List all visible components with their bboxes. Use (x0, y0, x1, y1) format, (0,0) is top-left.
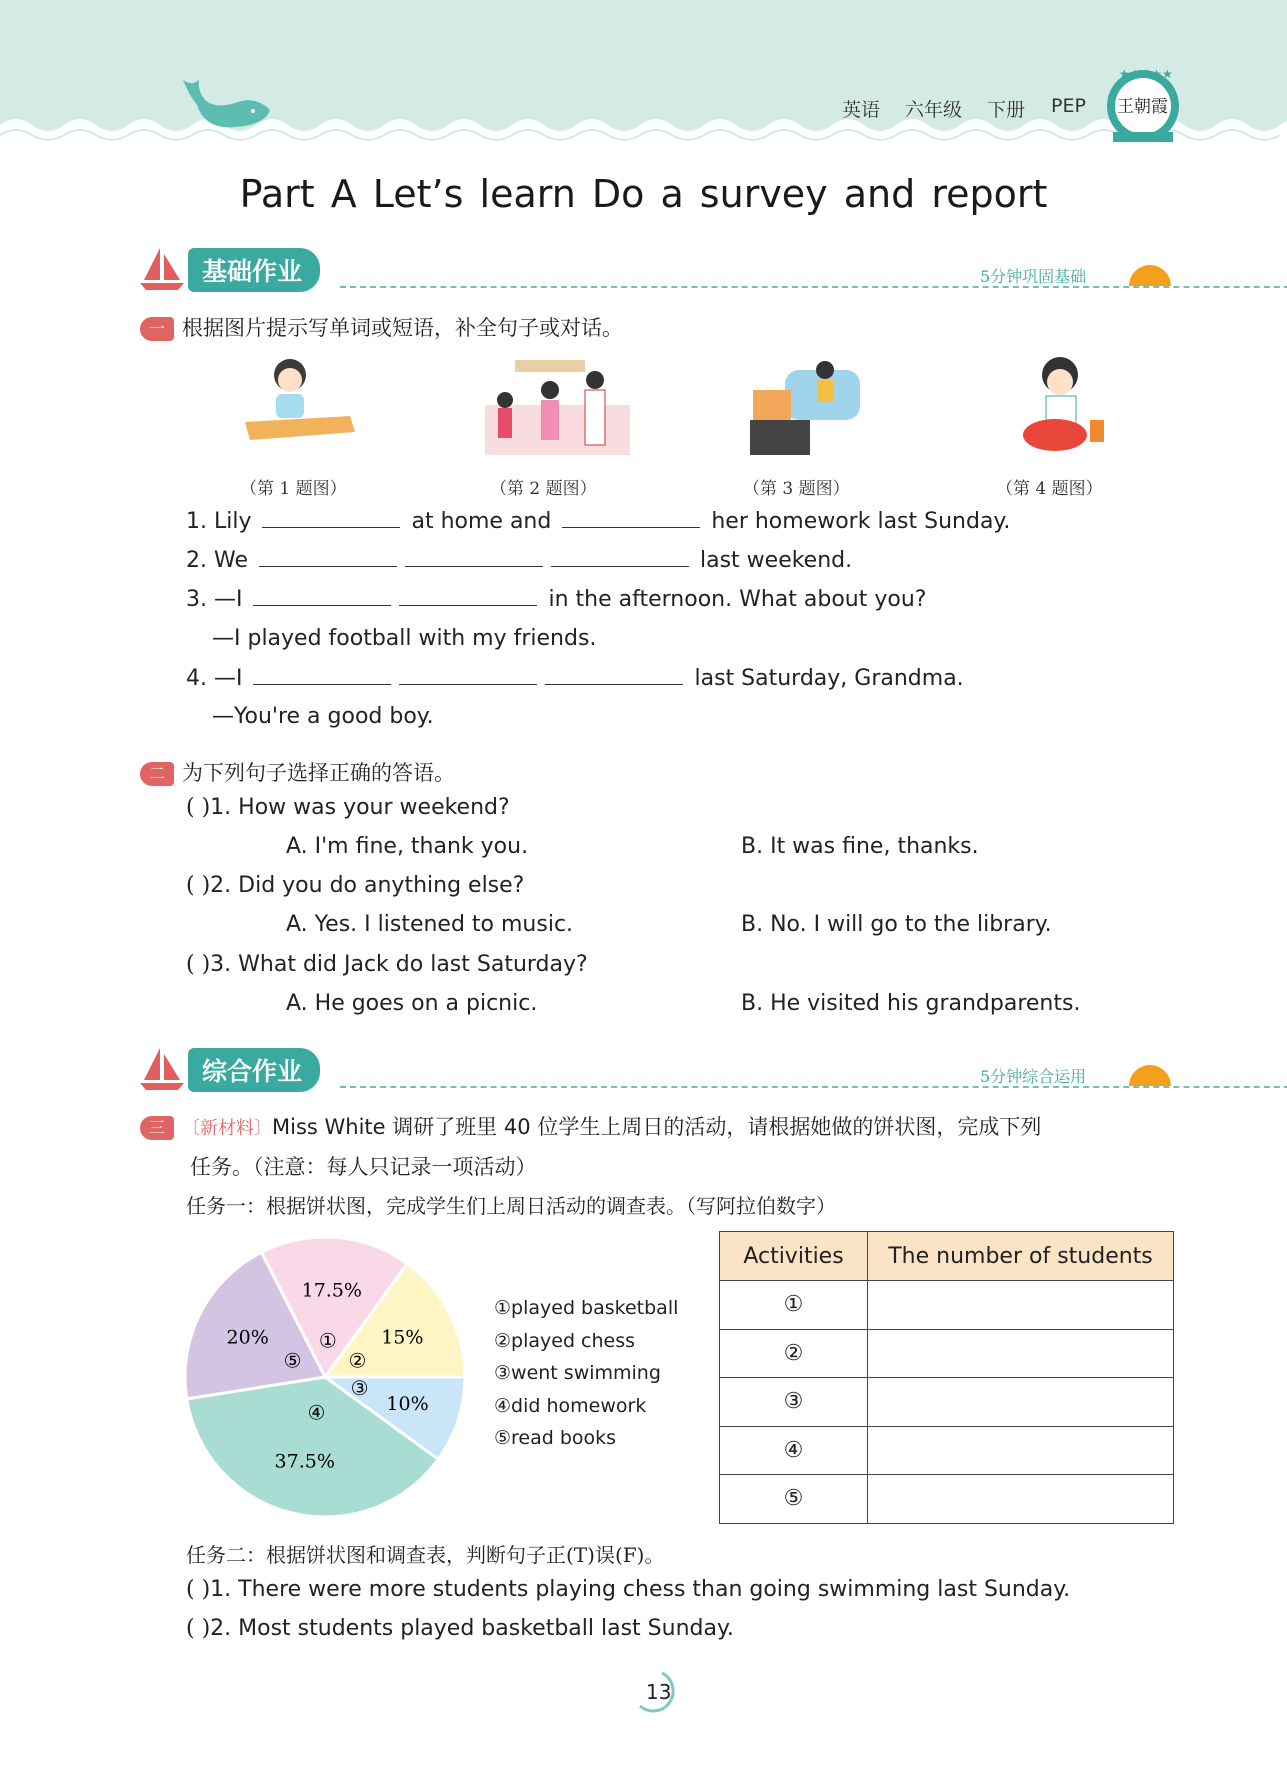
answer-blank[interactable] (399, 665, 537, 685)
pie-percent-label: 20% (226, 1326, 269, 1349)
sentence-number: 1. Lily (186, 509, 252, 534)
answer-blank[interactable] (253, 665, 391, 685)
q2-item-3 (186, 952, 588, 977)
section-label: 综合作业 (188, 1048, 320, 1092)
answer-paren[interactable]: ( ) (186, 952, 211, 977)
sentence-text: last Saturday, Grandma. (694, 666, 964, 691)
activity-cell: ① (720, 1281, 868, 1330)
legend-item: ①played basketball (494, 1297, 679, 1319)
answer-paren[interactable]: ( ) (186, 1616, 211, 1641)
picture-1-girl-doing-homework (240, 350, 360, 460)
sentence-number: 4. —I (186, 666, 243, 691)
section-comprehensive (140, 1046, 1180, 1090)
pie-chart (180, 1235, 470, 1525)
logo-text: 王朝霞 (1117, 97, 1168, 117)
answer-blank[interactable] (399, 586, 537, 606)
answer-blank[interactable] (259, 547, 397, 567)
q2-item-1 (186, 795, 510, 820)
task-2-instruction: 任务二：根据饼状图和调查表，判断句子正(T)误(F)。 (186, 1543, 665, 1567)
grade-label: 六年级 (905, 99, 963, 121)
option-a: A. Yes. I listened to music. (286, 912, 574, 937)
picture-caption: （第 2 题图） (490, 479, 597, 499)
picture-caption: （第 4 题图） (996, 479, 1103, 499)
activity-cell: ④ (720, 1426, 868, 1475)
question-badge: 一 (140, 317, 174, 341)
sentence-text: in the afternoon. What about you? (548, 587, 927, 612)
answer-paren[interactable]: ( ) (186, 795, 211, 820)
option-a: A. He goes on a picnic. (286, 991, 538, 1016)
question-text: 3. What did Jack do last Saturday? (210, 952, 588, 977)
tf-item-1 (186, 1577, 1070, 1602)
question-badge: 二 (140, 762, 174, 786)
answer-blank[interactable] (551, 547, 689, 567)
table-row (720, 1378, 1174, 1427)
chart-legend (494, 1297, 678, 1460)
activity-cell: ⑤ (720, 1475, 868, 1524)
number-input-cell[interactable] (868, 1329, 1174, 1378)
column-header: Activities (720, 1232, 868, 1281)
question-text: 1. How was your weekend? (210, 795, 510, 820)
statement-text: 2. Most students played basketball last Sunday. (210, 1616, 734, 1641)
brand-logo (1103, 62, 1183, 146)
answer-blank[interactable] (405, 547, 543, 567)
answer-blank[interactable] (545, 665, 683, 685)
picture-caption: （第 3 题图） (743, 479, 850, 499)
answer-paren[interactable]: ( ) (186, 1577, 211, 1602)
question-instruction: 为下列句子选择正确的答语。 (182, 761, 455, 785)
statement-text: 1. There were more students playing chess than going swimming last Sunday. (210, 1577, 1071, 1602)
sun-icon (1125, 256, 1175, 290)
answer-blank[interactable] (562, 508, 700, 528)
column-header: The number of students (868, 1232, 1174, 1281)
svg-text:★★★★★: ★★★★★ (1119, 67, 1173, 81)
volume-label: 下册 (987, 99, 1026, 121)
pie-percent-label: 10% (386, 1392, 429, 1415)
sentence-number: 3. —I (186, 587, 243, 612)
pie-slice-id-label: ① (318, 1328, 337, 1353)
question-1-header (140, 312, 623, 342)
section-label: 基础作业 (188, 248, 320, 292)
q1-sentence-3-reply: —I played football with my friends. (212, 626, 597, 651)
activity-cell: ② (720, 1329, 868, 1378)
picture-3-boy-watching-tv (745, 350, 870, 460)
q1-sentence-1 (186, 508, 1010, 534)
answer-blank[interactable] (253, 586, 391, 606)
legend-item: ④did homework (494, 1394, 647, 1417)
question-3-header (140, 1111, 1041, 1141)
picture-caption: （第 1 题图） (240, 479, 347, 499)
legend-item: ③went swimming (494, 1362, 661, 1384)
sentence-text: last weekend. (699, 548, 853, 573)
pie-percent-label: 17.5% (301, 1279, 362, 1302)
table-row (720, 1475, 1174, 1524)
number-input-cell[interactable] (868, 1426, 1174, 1475)
pie-slice-id-label: ⑤ (283, 1348, 302, 1373)
question-2-header (140, 757, 455, 787)
option-a: A. I'm fine, thank you. (286, 834, 529, 859)
section-basic (140, 246, 1180, 290)
page-number-badge (632, 1670, 682, 1716)
sentence-number: 2. We (186, 548, 248, 573)
q1-sentence-4 (186, 665, 964, 691)
section-time: 5分钟巩固基础 (980, 267, 1087, 286)
table-row (720, 1329, 1174, 1378)
whale-icon (175, 75, 275, 135)
question-intro: Miss White 调研了班里 40 位学生上周日的活动，请根据她做的饼状图，完成下列 (272, 1115, 1042, 1139)
table-row (720, 1426, 1174, 1475)
sailboat-icon (140, 1046, 184, 1090)
q1-sentence-2 (186, 547, 852, 573)
sun-icon (1125, 1056, 1175, 1090)
answer-paren[interactable]: ( ) (186, 873, 211, 898)
edition-label: PEP (1051, 95, 1086, 117)
pie-slice-id-label: ③ (350, 1376, 369, 1401)
legend-item: ⑤read books (494, 1427, 617, 1449)
new-material-tag: 〔新材料〕 (182, 1118, 272, 1139)
survey-table (719, 1231, 1174, 1524)
pie-percent-label: 15% (381, 1326, 424, 1349)
legend-item: ②played chess (494, 1329, 636, 1352)
task-1-instruction: 任务一：根据饼状图，完成学生们上周日活动的调查表。（写阿拉伯数字） (186, 1194, 836, 1218)
number-input-cell[interactable] (868, 1378, 1174, 1427)
pie-slice-id-label: ② (348, 1348, 367, 1373)
sailboat-icon (140, 246, 184, 290)
pie-percent-label: 37.5% (274, 1450, 335, 1473)
activity-cell: ③ (720, 1378, 868, 1427)
number-input-cell[interactable] (868, 1475, 1174, 1524)
q2-item-2 (186, 873, 524, 898)
section-time: 5分钟综合运用 (980, 1067, 1087, 1086)
pie-slice-id-label: ④ (307, 1400, 326, 1425)
picture-4-boy-washing-clothes (1010, 350, 1130, 460)
picture-2-family-cleaning (485, 350, 630, 460)
table-row (720, 1281, 1174, 1330)
tf-item-2 (186, 1616, 734, 1641)
q1-sentence-3 (186, 586, 926, 612)
page-number: 13 (646, 1680, 672, 1704)
question-badge: 三 (140, 1116, 174, 1140)
subject-label: 英语 (842, 99, 881, 121)
sentence-text: her homework last Sunday. (711, 509, 1011, 534)
page-title: Part A Let’s learn Do a survey and report (239, 172, 1048, 216)
answer-blank[interactable] (262, 508, 400, 528)
option-b: B. He visited his grandparents. (741, 991, 1081, 1016)
option-b: B. No. I will go to the library. (741, 912, 1052, 937)
question-intro-2: 任务。（注意：每人只记录一项活动） (190, 1155, 537, 1179)
option-b: B. It was fine, thanks. (741, 834, 979, 859)
question-instruction: 根据图片提示写单词或短语，补全句子或对话。 (182, 316, 623, 340)
question-text: 2. Did you do anything else? (210, 873, 525, 898)
number-input-cell[interactable] (868, 1281, 1174, 1330)
sentence-text: at home and (411, 509, 552, 534)
q1-sentence-4-reply: —You're a good boy. (212, 704, 434, 729)
